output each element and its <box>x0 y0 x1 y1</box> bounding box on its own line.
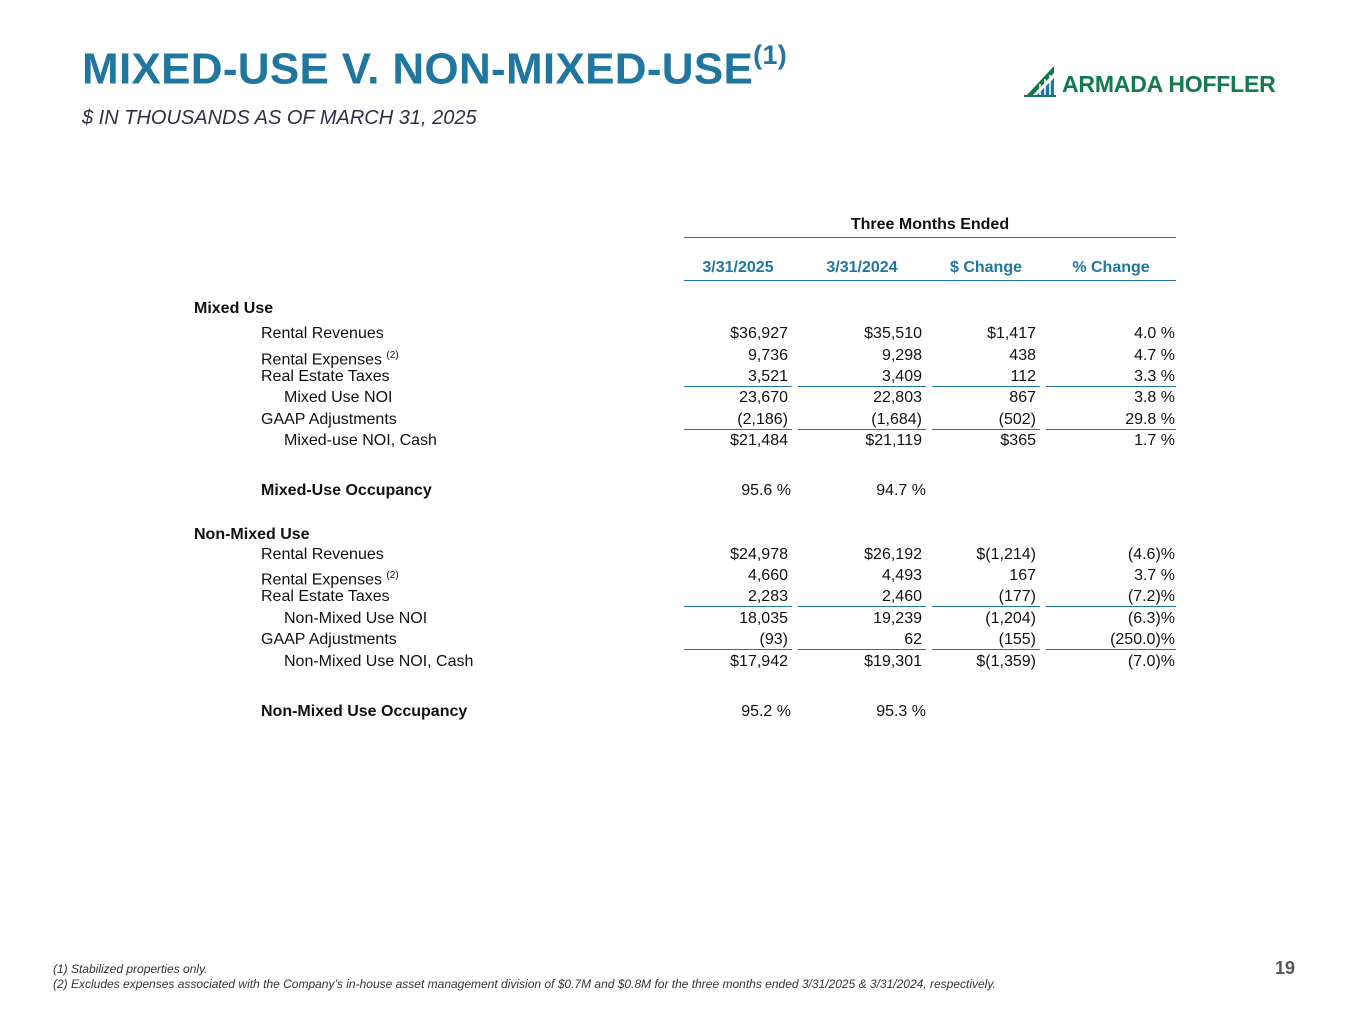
value-percent-change: (6.3)% <box>1127 610 1175 627</box>
value-2024: $35,510 <box>864 325 922 342</box>
value-2025: 3,521 <box>747 368 788 385</box>
section-heading-mixed-use: Mixed Use <box>194 300 274 317</box>
value-2025: $21,484 <box>730 432 788 449</box>
value-2024: 9,298 <box>881 347 922 364</box>
column-header-percent-change: % Change <box>1072 259 1150 276</box>
value-2025: (2,186) <box>737 411 788 428</box>
value-percent-change: 1.7 % <box>1134 432 1175 449</box>
value-dollar-change: 867 <box>1009 389 1036 406</box>
value-dollar-change: (502) <box>998 411 1036 428</box>
value-2024: 62 <box>904 631 922 648</box>
row-label: Rental Expenses $^{(2)}$ <box>261 570 399 589</box>
column-header-dollar-change: $ Change <box>949 259 1022 276</box>
row-label: Rental Expenses $^{(2)}$ <box>261 350 399 369</box>
value-percent-change: 3.8 % <box>1134 389 1175 406</box>
value-percent-change: 29.8 % <box>1125 411 1175 428</box>
value-2024: $26,192 <box>864 546 922 563</box>
row-label: Non-Mixed Use NOI, Cash <box>284 653 474 670</box>
value-2025: 23,670 <box>739 389 788 406</box>
page-subtitle: $ IN THOUSANDS AS OF MARCH 31, 2025 <box>82 107 477 129</box>
value-percent-change: (7.0)% <box>1127 653 1175 670</box>
value-2025: (93) <box>759 631 788 648</box>
value-dollar-change: (1,204) <box>985 610 1036 627</box>
value-2025: 2,283 <box>747 588 788 605</box>
logo-text: ARMADA HOFFLER <box>1062 71 1276 97</box>
subtotal-rule <box>932 386 1040 387</box>
subtotal-rule <box>798 649 926 650</box>
occupancy-2025: 95.6 % <box>741 482 791 499</box>
occupancy-2025: 95.2 % <box>741 703 791 720</box>
column-header-2025: 3/31/2025 <box>702 259 774 276</box>
value-percent-change: 3.7 % <box>1134 567 1175 584</box>
value-dollar-change: 438 <box>1009 347 1036 364</box>
subtotal-rule <box>932 429 1040 430</box>
row-label: Non-Mixed Use NOI <box>284 610 428 627</box>
value-2025: $17,942 <box>730 653 788 670</box>
value-dollar-change: (155) <box>998 631 1036 648</box>
value-percent-change: (250.0)% <box>1110 631 1175 648</box>
value-percent-change: (4.6)% <box>1127 546 1175 563</box>
period-header: Three Months Ended <box>850 216 1010 233</box>
subtotal-rule <box>684 429 792 430</box>
value-dollar-change: 167 <box>1009 567 1036 584</box>
value-dollar-change: $(1,359) <box>976 653 1036 670</box>
subtotal-rule <box>1046 429 1176 430</box>
page-number: 19 <box>1275 958 1296 978</box>
header-rule <box>684 237 1176 238</box>
column-header-rule <box>684 280 1176 281</box>
value-2025: $36,927 <box>730 325 788 342</box>
value-dollar-change: $(1,214) <box>976 546 1036 563</box>
row-footnote-marker: (2) <box>386 350 399 361</box>
row-label: Rental Revenues <box>261 325 384 342</box>
row-label: GAAP Adjustments <box>261 631 397 648</box>
value-dollar-change: 112 <box>1010 368 1036 385</box>
subtotal-rule <box>1046 649 1176 650</box>
row-label: Real Estate Taxes <box>261 368 390 385</box>
row-label: Rental Revenues <box>261 546 384 563</box>
occupancy-label: Mixed-Use Occupancy <box>261 482 432 499</box>
value-2024: 2,460 <box>881 588 922 605</box>
value-2024: 19,239 <box>873 610 922 627</box>
subtotal-rule <box>798 606 926 607</box>
subtotal-rule <box>1046 606 1176 607</box>
subtotal-rule <box>684 649 792 650</box>
value-dollar-change: (177) <box>998 588 1036 605</box>
subtotal-rule <box>798 386 926 387</box>
value-2025: $24,978 <box>730 546 788 563</box>
row-label: GAAP Adjustments <box>261 411 397 428</box>
title-footnote-marker: (1) <box>753 40 788 70</box>
occupancy-2024: 95.3 % <box>876 703 926 720</box>
subtotal-rule <box>932 649 1040 650</box>
value-2024: $21,119 <box>865 432 922 449</box>
value-2024: 3,409 <box>881 368 922 385</box>
value-2024: 22,803 <box>873 389 922 406</box>
column-header-2024: 3/31/2024 <box>826 259 898 276</box>
subtotal-rule <box>932 606 1040 607</box>
occupancy-2024: 94.7 % <box>876 482 926 499</box>
value-2025: 18,035 <box>739 610 788 627</box>
row-footnote-marker: (2) <box>386 570 399 581</box>
value-dollar-change: $1,417 <box>987 325 1036 342</box>
subtotal-rule <box>684 386 792 387</box>
subtotal-rule <box>684 606 792 607</box>
subtotal-rule <box>798 429 926 430</box>
value-2024: 4,493 <box>881 567 922 584</box>
row-label: Mixed Use NOI <box>284 389 393 406</box>
subtotal-rule <box>1046 386 1176 387</box>
value-2025: 4,660 <box>747 567 788 584</box>
value-2025: 9,736 <box>747 347 788 364</box>
value-percent-change: 4.0 % <box>1134 325 1175 342</box>
row-label: Real Estate Taxes <box>261 588 390 605</box>
page-title-text: MIXED-USE V. NON-MIXED-USE <box>82 44 754 94</box>
value-percent-change: (7.2)% <box>1127 588 1175 605</box>
value-dollar-change: $365 <box>1000 432 1036 449</box>
footnote-2: (2) Excludes expenses associated with the Company’s in-house asset management division of $0.7M and $0.8M for the three months ended 3/31/2025 & 3/31/2024, respectively. <box>53 977 996 991</box>
row-label: Mixed-use NOI, Cash <box>284 432 437 449</box>
section-heading-non-mixed-use: Non-Mixed Use <box>194 526 310 543</box>
value-percent-change: 3.3 % <box>1134 368 1175 385</box>
value-2024: (1,684) <box>871 411 922 428</box>
footnote-1: (1) Stabilized properties only. <box>53 962 208 976</box>
value-percent-change: 4.7 % <box>1134 347 1175 364</box>
value-2024: $19,301 <box>864 653 922 670</box>
occupancy-label: Non-Mixed Use Occupancy <box>261 703 468 720</box>
